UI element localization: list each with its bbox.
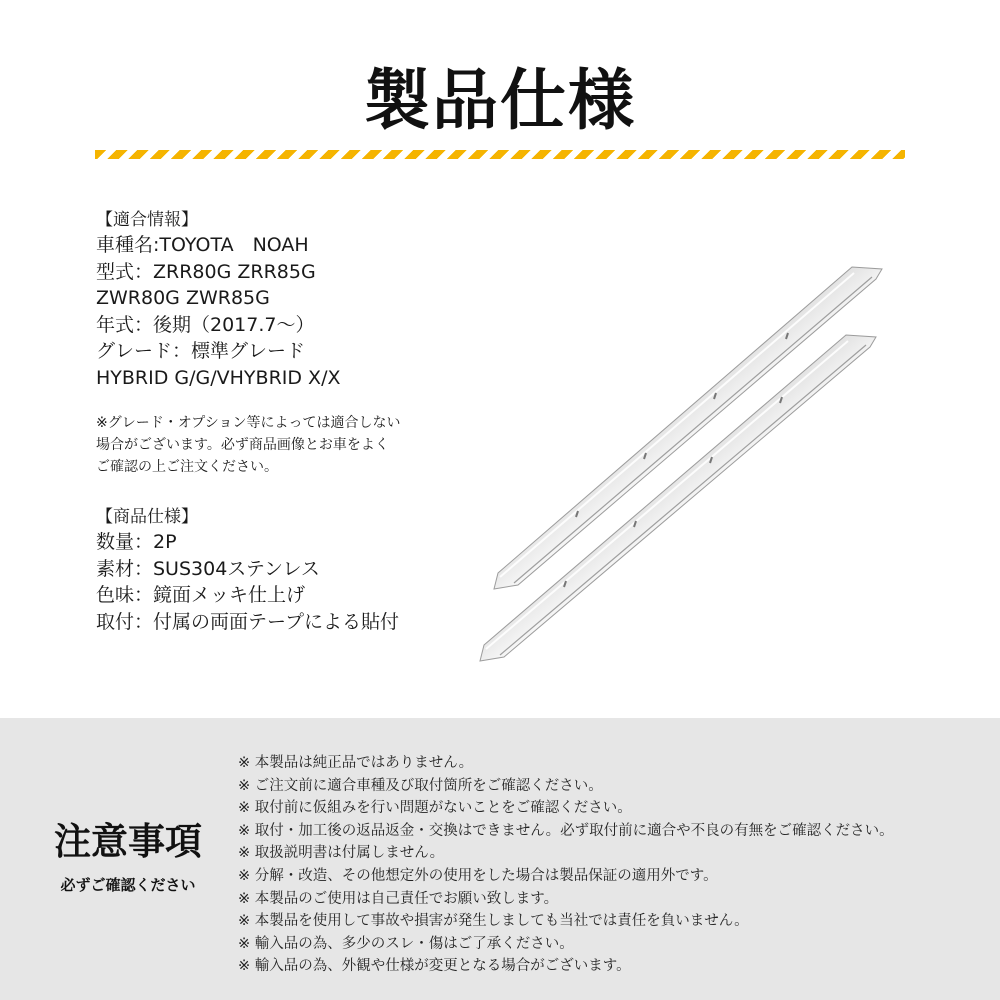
caution-item: ※ 取扱説明書は付属しません。: [238, 845, 445, 862]
trim-strip-upper: [494, 267, 882, 589]
caution-item: ※ 本製品は純正品ではありません。: [238, 755, 474, 771]
spec-line: 素材：SUS304ステンレス: [96, 557, 320, 580]
caution-item: ※ 取付前に仮組みを行い問題がないことをご確認ください。: [238, 800, 632, 817]
fitment-note-line: ご確認の上ご注文ください。: [96, 459, 278, 475]
fitment-line: 型式：ZRR80G ZRR85G: [96, 260, 316, 283]
fitment-note-line: 場合がございます。必ず商品画像とお車をよく: [96, 437, 389, 453]
fitment-info: [96, 208, 341, 391]
fitment-line: HYBRID G/G/VHYBRID X/X: [96, 366, 341, 389]
chrome-trim-strips-image: [470, 255, 890, 675]
caution-item: ※ ご注文前に適合車種及び取付箇所をご確認ください。: [238, 777, 603, 794]
caution-item: ※ 本製品を使用して事故や損害が発生しましても当社では責任を負いません。: [238, 913, 749, 930]
caution-item: ※ 本製品のご使用は自己責任でお願い致します。: [238, 890, 559, 907]
fitment-note: [96, 412, 400, 478]
caution-item: ※ 輸入品の為、外観や仕様が変更となる場合がございます。: [238, 958, 631, 975]
caution-list: [238, 752, 894, 978]
fitment-line: グレード：標準グレード: [96, 340, 306, 362]
caution-item: ※ 分解・改造、その他想定外の使用をした場合は製品保証の適用外です。: [238, 867, 718, 884]
fitment-line: 車種名:TOYOTA NOAH: [96, 234, 309, 256]
accent-stripe-divider: [95, 150, 905, 159]
spec-line: 数量：2P: [96, 531, 177, 553]
fitment-line: 年式：後期（2017.7〜）: [96, 313, 315, 336]
spec-line: 色味：鏡面メッキ仕上げ: [96, 584, 306, 606]
caution-item: ※ 取付・加工後の返品返金・交換はできません。必ず取付前に適合や不良の有無をご確認ください。: [238, 822, 894, 839]
spec-line: 取付：付属の両面テープによる貼付: [96, 610, 400, 633]
fitment-line: ZWR80G ZWR85G: [96, 287, 270, 309]
fitment-note-line: ※グレード・オプション等によっては適合しない: [96, 415, 401, 431]
product-spec: [96, 505, 399, 635]
caution-title: 注意事項: [54, 820, 202, 863]
fitment-heading: 【適合情報】: [96, 210, 198, 230]
page-title: 製品仕様: [364, 62, 636, 139]
caution-item: ※ 輸入品の為、多少のスレ・傷はご了承ください。: [238, 935, 574, 952]
trim-strip-lower: [480, 335, 876, 661]
spec-heading: 【商品仕様】: [96, 507, 198, 527]
caution-subtitle: 必ずご確認ください: [60, 876, 196, 894]
